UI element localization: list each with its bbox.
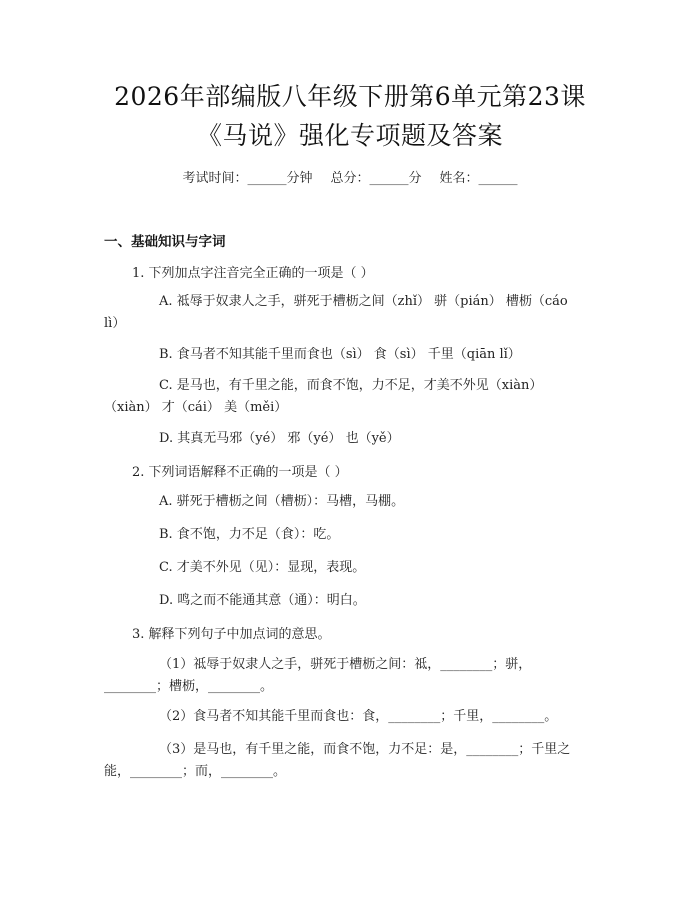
question-1-option-a: A. 祗辱于奴隶人之手，骈死于槽枥之间（zhǐ） 骈（pián） 槽枥（cáo lì） — [104, 294, 568, 331]
exam-info — [0, 167, 700, 186]
question-3-stem: 3. 解释下列句子中加点词的意思。 — [132, 627, 331, 642]
student-name: 姓名：______ — [439, 171, 518, 186]
total-score: 总分：______分 — [330, 171, 422, 186]
question-2-option-d: D. 鸣之而不能通其意（通）：明白。 — [159, 593, 366, 608]
question-1-option-c: C. 是马也，有千里之能，而食不饱，力不足，才美不外见（xiàn）（xiàn） 才（cái） 美（měi） — [104, 378, 543, 415]
question-2-option-c: C. 才美不外见（见）：显现，表现。 — [159, 560, 366, 575]
exam-time: 考试时间：______分钟 — [182, 171, 313, 186]
question-2-stem: 2. 下列词语解释不正确的一项是（ ） — [132, 465, 348, 480]
question-2-option-b: B. 食不饱，力不足（食）：吃。 — [159, 527, 340, 542]
question-3-item-1: （1）祗辱于奴隶人之手，骈死于槽枥之间：祗，________；骈，________；槽枥，________。 — [104, 657, 532, 694]
title-line-1: 2026年部编版八年级下册第6单元第23课 — [114, 82, 586, 111]
question-1-stem: 1. 下列加点字注音完全正确的一项是（ ） — [132, 266, 374, 281]
title-line-2: 《马说》强化专项题及答案 — [196, 121, 503, 150]
question-3-item-2: （2）食马者不知其能千里而食也：食，________；千里，________。 — [159, 709, 558, 724]
section-heading: 一、基础知识与字词 — [104, 234, 226, 250]
question-1-option-d: D. 其真无马邪（yé） 邪（yé） 也（yě） — [159, 431, 400, 446]
question-1-option-b: B. 食马者不知其能千里而食也（sì） 食（sì） 千里（qiān lǐ） — [159, 347, 521, 362]
question-2-option-a: A. 骈死于槽枥之间（槽枥）：马槽，马棚。 — [159, 494, 405, 509]
question-3-item-3: （3）是马也，有千里之能，而食不饱，力不足：是，________；千里之能，________；而，________。 — [104, 742, 571, 779]
